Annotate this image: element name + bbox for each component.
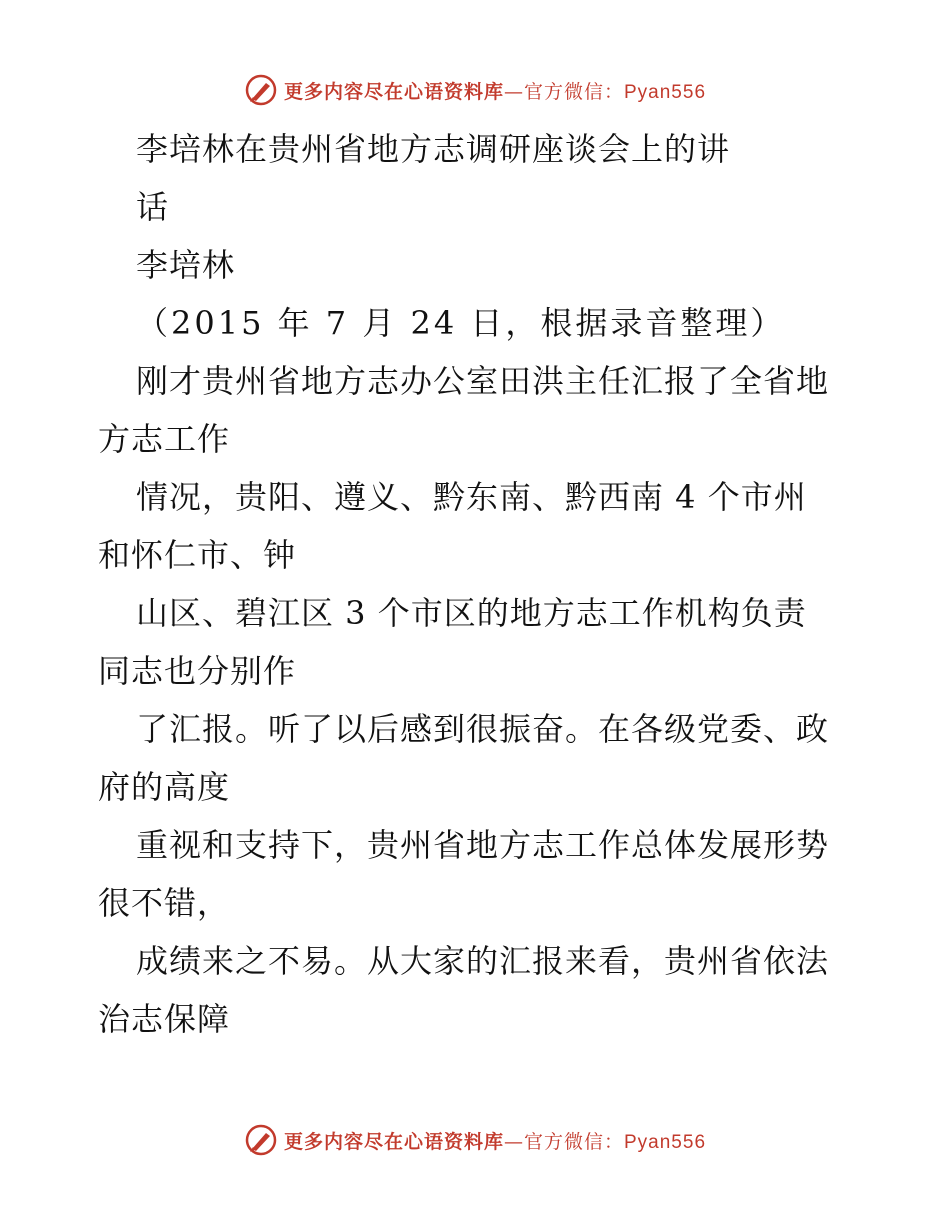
- banner-site: 更多内容尽在心语资料库: [283, 1130, 504, 1153]
- paragraph-line: 同志也分别作: [98, 652, 297, 690]
- watermark-banner-bottom: [0, 1120, 950, 1160]
- banner-label: 官方微信：: [523, 1130, 624, 1153]
- banner-dash: —: [503, 80, 524, 103]
- document-body: [98, 120, 858, 1048]
- banner-label: 官方微信：: [523, 80, 624, 103]
- watermark-banner-top: [0, 70, 950, 110]
- paragraph-line: 很不错，: [98, 884, 231, 922]
- paragraph-line: 方志工作: [98, 420, 231, 458]
- date-note: （2015 年 7 月 24 日，根据录音整理）: [136, 304, 786, 342]
- paragraph-line: 了汇报。听了以后感到很振奋。在各级党委、政: [136, 710, 830, 748]
- banner-text: [284, 77, 706, 104]
- paragraph-line: 成绩来之不易。从大家的汇报来看，贵州省依法: [136, 942, 830, 980]
- paragraph-line: 府的高度: [98, 768, 231, 806]
- banner-wechat-id: Pyan556: [624, 1131, 707, 1153]
- pen-logo-icon: [244, 1123, 278, 1157]
- banner-dash: —: [503, 1130, 524, 1153]
- author: 李培林: [136, 246, 236, 284]
- paragraph-line: 治志保障: [98, 1000, 231, 1038]
- title-line-1: 李培林在贵州省地方志调研座谈会上的讲: [136, 130, 731, 168]
- banner-wechat-id: Pyan556: [624, 81, 707, 103]
- pen-logo-icon: [244, 73, 278, 107]
- paragraph-line: 重视和支持下，贵州省地方志工作总体发展形势: [136, 826, 830, 864]
- paragraph-line: 和怀仁市、钟: [98, 536, 297, 574]
- paragraph-line: 山区、碧江区 3 个市区的地方志工作机构负责: [136, 594, 807, 632]
- title-line-2: 话: [136, 188, 170, 226]
- paragraph-line: 刚才贵州省地方志办公室田洪主任汇报了全省地: [136, 362, 830, 400]
- banner-site: 更多内容尽在心语资料库: [283, 80, 504, 103]
- paragraph-line: 情况，贵阳、遵义、黔东南、黔西南 4 个市州: [136, 478, 807, 516]
- banner-text: [284, 1127, 706, 1154]
